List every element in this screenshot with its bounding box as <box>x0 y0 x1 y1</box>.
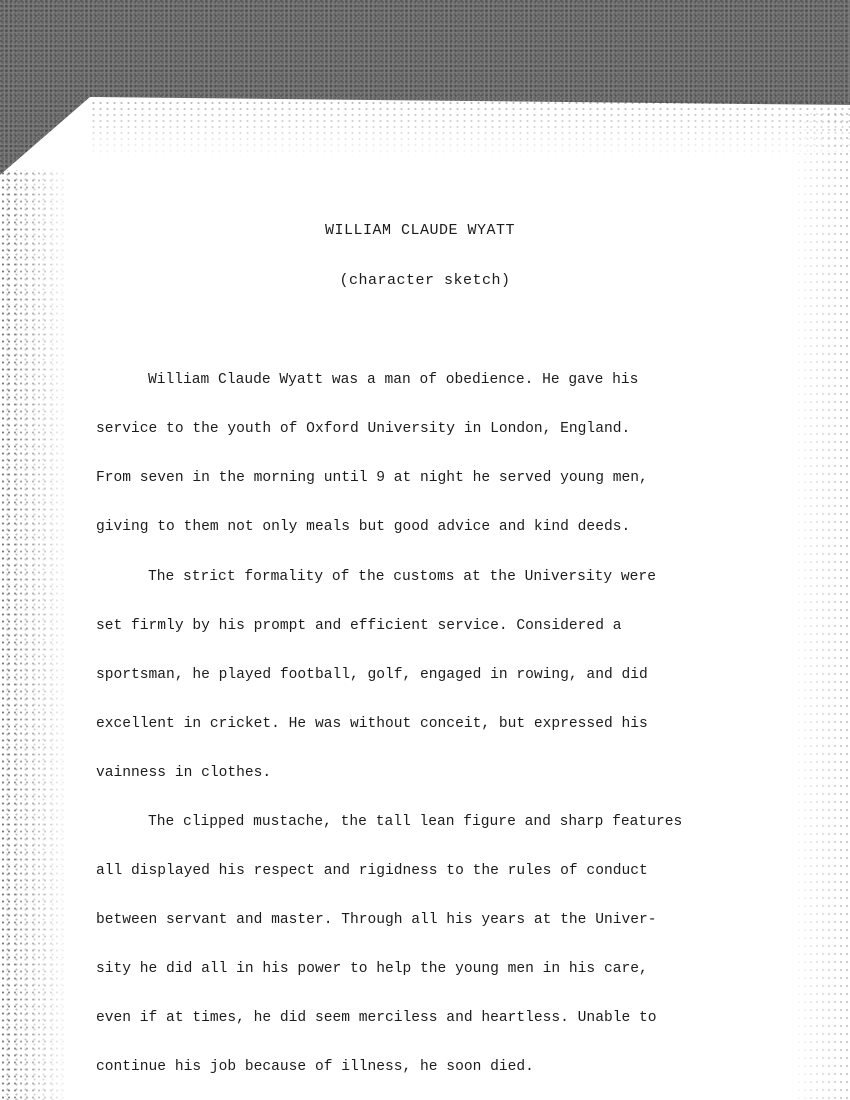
paragraph-2 <box>96 553 776 798</box>
text-line: all displayed his respect and rigidness to the rules of conduct <box>96 863 648 879</box>
text-line: excellent in cricket. He was without conceit, but expressed his <box>96 716 648 732</box>
paragraph-1 <box>96 356 776 552</box>
text-line: William Claude Wyatt was a man of obedience. He gave his <box>148 372 639 388</box>
paper-edge-noise-right <box>790 110 850 1100</box>
text-line: The strict formality of the customs at the University were <box>148 569 656 585</box>
paragraph-3 <box>96 798 776 1092</box>
text-line: sity he did all in his power to help the young men in his care, <box>96 961 648 977</box>
document-title: WILLIAM CLAUDE WYATT <box>324 222 516 239</box>
document-subtitle: (character sketch) <box>339 272 511 289</box>
text-line: set firmly by his prompt and efficient service. Considered a <box>96 618 622 634</box>
text-line: service to the youth of Oxford University in London, England. <box>96 421 631 437</box>
paper-edge-noise-top <box>90 100 850 160</box>
text-line: giving to them not only meals but good advice and kind deeds. <box>96 519 631 535</box>
text-line: sportsman, he played football, golf, engaged in rowing, and did <box>96 667 648 683</box>
paper-edge-noise-left <box>0 170 70 1100</box>
text-line: From seven in the morning until 9 at night he served young men, <box>96 470 648 486</box>
text-line: between servant and master. Through all his years at the Univer- <box>96 912 657 928</box>
text-line: The clipped mustache, the tall lean figure and sharp features <box>148 814 683 830</box>
text-line: even if at times, he did seem merciless and heartless. Unable to <box>96 1010 657 1026</box>
text-line: continue his job because of illness, he soon died. <box>96 1059 534 1075</box>
text-line: vainness in clothes. <box>96 765 272 781</box>
